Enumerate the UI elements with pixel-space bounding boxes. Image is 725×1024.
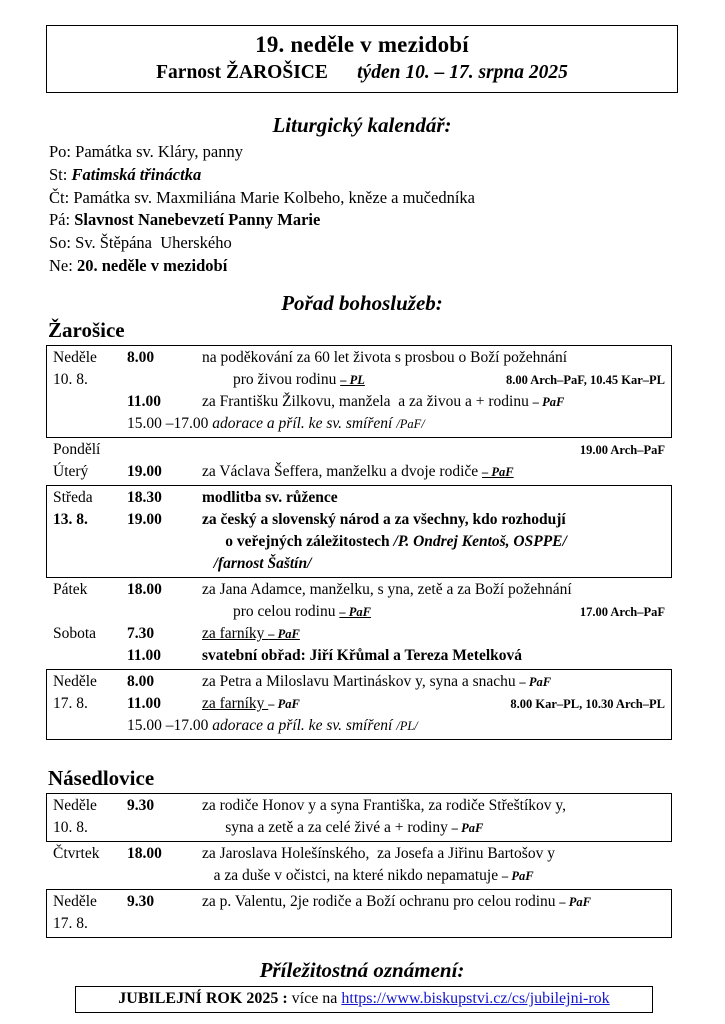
schedule-intention-text: a za duše v očistci, na které nikdo nepamatuje	[202, 867, 502, 884]
schedule-day: Středa	[53, 489, 93, 506]
schedule-intention	[202, 817, 665, 839]
schedule-table-nasedlovice	[46, 793, 672, 938]
schedule-intention-text: za farníky	[202, 695, 269, 712]
calendar-entry	[49, 187, 475, 210]
schedule-time: 7.30	[127, 625, 155, 642]
schedule-row	[53, 369, 665, 391]
schedule-intention-text: za Jaroslava Holešínského, za Josefa a Jiřinu Bartošov y	[202, 845, 555, 862]
adoration-text: adorace a příl. ke sv. smíření	[212, 717, 397, 734]
schedule-day: 13. 8.	[53, 511, 88, 528]
schedule-row	[53, 413, 665, 435]
schedule-intention-text: za Františku Žilkovu, manžela a za živou a + rodinu	[202, 393, 533, 410]
schedule-intention-text	[202, 555, 214, 572]
calendar-entry-day: St:	[49, 164, 72, 184]
calendar-entry-day: Po:	[49, 142, 76, 161]
schedule-intention-text: pro celou rodinu	[202, 603, 340, 620]
liturgical-calendar-heading: Liturgický kalendář:	[272, 113, 452, 137]
schedule-time: 19.00	[127, 511, 162, 528]
schedule-intention	[202, 461, 665, 483]
schedule-row	[53, 623, 665, 645]
schedule-intention	[202, 391, 665, 413]
adoration-celebrant: /PL/	[396, 719, 418, 733]
schedule-intention	[202, 843, 665, 865]
calendar-entry-day: Ne:	[49, 255, 77, 275]
schedule-intention	[202, 509, 665, 531]
schedule-intention	[202, 795, 665, 817]
other-parish-note: 8.00 Kar–PL, 10.30 Arch–PL	[510, 697, 665, 711]
schedule-time: 11.00	[127, 647, 162, 664]
schedule-row	[53, 347, 665, 369]
adoration-time: 15.00 –17.00	[127, 415, 213, 432]
schedule-intention	[202, 671, 665, 693]
schedule-time: 8.00	[127, 349, 155, 366]
schedule-group	[46, 438, 672, 485]
other-parish-note: 8.00 Arch–PaF, 10.45 Kar–PL	[505, 373, 665, 387]
adoration-text: adorace a příl. ke sv. smíření	[212, 415, 397, 432]
services-heading: Pořad bohoslužeb:	[281, 291, 443, 315]
village-heading-nasedlovice: Násedlovice	[48, 766, 155, 790]
schedule-time: 9.30	[127, 893, 155, 910]
schedule-row	[53, 645, 665, 667]
announcement-label: JUBILEJNÍ ROK 2025 :	[118, 990, 288, 1007]
calendar-entry	[49, 209, 475, 232]
header-subtitle	[47, 61, 677, 84]
calendar-entry-day: Čt:	[49, 187, 74, 207]
schedule-intention	[202, 579, 665, 601]
calendar-entry-text: 20. neděle v mezidobí	[76, 255, 228, 275]
schedule-time: 18.00	[127, 581, 162, 598]
schedule-intention-text: pro živou rodinu	[202, 371, 341, 388]
schedule-day: 10. 8.	[53, 371, 88, 388]
schedule-group	[46, 842, 672, 889]
schedule-group-boxed	[46, 345, 672, 438]
schedule-intention	[202, 601, 572, 623]
calendar-entry-day: So:	[49, 233, 76, 253]
schedule-row	[53, 531, 665, 553]
celebrant-tag: – PaF	[268, 697, 300, 711]
schedule-row	[53, 439, 665, 461]
celebrant-tag: – PaF	[482, 465, 514, 479]
calendar-entry-text: Sv. Štěpána Uherského	[75, 233, 232, 253]
schedule-day: Neděle	[53, 349, 97, 366]
header-gap	[328, 62, 357, 83]
village-heading-zarosice: Žarošice	[48, 318, 125, 342]
schedule-row	[53, 693, 665, 715]
adoration-celebrant: /PaF/	[396, 417, 425, 431]
schedule-time: 8.00	[127, 673, 155, 690]
week-range: týden 10. – 17. srpna 2025	[357, 62, 568, 84]
schedule-intention	[202, 693, 502, 715]
schedule-intention-text: svatební obřad: Jiří Křůmal a Tereza Metelková	[202, 647, 523, 664]
schedule-group-boxed	[46, 669, 672, 740]
calendar-entry-text: Památka sv. Kláry, panny	[75, 142, 244, 161]
other-parish-note: 19.00 Arch–PaF	[579, 443, 665, 457]
schedule-row	[53, 715, 665, 737]
calendar-entry-text: Památka sv. Maxmiliána Marie Kolbeho, kněze a mučedníka	[73, 187, 475, 207]
calendar-entry-text: Slavnost Nanebevzetí Panny Marie	[74, 210, 321, 230]
schedule-intention	[202, 347, 665, 369]
schedule-row	[53, 487, 665, 509]
schedule-group-boxed	[46, 889, 672, 938]
schedule-row	[53, 509, 665, 531]
schedule-row	[53, 461, 665, 483]
schedule-day: Neděle	[53, 797, 97, 814]
schedule-intention-text: za rodiče Honov y a syna Františka, za rodiče Střeštíkov y,	[202, 797, 567, 814]
schedule-day: 10. 8.	[53, 819, 88, 836]
celebrant-tag: – PaF	[519, 675, 552, 689]
schedule-intention-text: za Jana Adamce, manželku, s yna, zetě a za Boží požehnání	[202, 581, 572, 598]
schedule-day: 17. 8.	[53, 695, 88, 712]
calendar-entry-text: Fatimská třináctka	[71, 164, 202, 184]
schedule-intention	[202, 891, 665, 913]
schedule-day: Pondělí	[53, 441, 101, 458]
calendar-entry	[49, 164, 475, 187]
calendar-entry	[49, 141, 475, 164]
schedule-day: Sobota	[53, 625, 97, 642]
celebrant-tag: – PaF	[451, 821, 484, 835]
schedule-intention	[202, 531, 665, 553]
schedule-intention-text: o veřejných záležitostech	[202, 533, 394, 550]
schedule-row	[53, 553, 665, 575]
schedule-time: 9.30	[127, 797, 155, 814]
announcement-more: více na	[287, 990, 342, 1007]
schedule-intention-text: za farníky	[202, 625, 269, 642]
schedule-table-zarosice	[46, 345, 672, 740]
schedule-intention-text: za Petra a Miloslavu Martináskov y, syna a snachu	[202, 673, 520, 690]
schedule-celebrant-note: /farnost Šaštín/	[213, 555, 312, 572]
schedule-day: Pátek	[53, 581, 88, 598]
schedule-intention	[202, 623, 665, 645]
liturgical-calendar-list	[49, 141, 475, 278]
header-box	[46, 25, 678, 93]
schedule-row	[53, 891, 665, 913]
celebrant-tag: – PaF	[559, 895, 591, 909]
schedule-intention	[202, 553, 665, 575]
announcements-heading: Příležitostná oznámení:	[259, 958, 465, 982]
schedule-group	[46, 578, 672, 669]
schedule-row	[53, 671, 665, 693]
adoration-entry	[127, 715, 665, 737]
schedule-intention-text: za Václava Šeffera, manželku a dvoje rodiče	[202, 463, 483, 480]
schedule-intention	[202, 645, 665, 667]
schedule-row	[53, 601, 665, 623]
schedule-day: Úterý	[53, 463, 89, 480]
schedule-intention	[202, 369, 498, 391]
schedule-row	[53, 579, 665, 601]
schedule-day: Čtvrtek	[53, 845, 100, 862]
calendar-entry	[49, 255, 475, 278]
schedule-intention-text: za p. Valentu, 2je rodiče a Boží ochranu pro celou rodinu	[202, 893, 560, 910]
schedule-day: 17. 8.	[53, 915, 88, 932]
schedule-time: 18.30	[127, 489, 162, 506]
schedule-intention-text: na poděkování za 60 let života s prosbou o Boží požehnání	[202, 349, 568, 366]
schedule-row	[53, 817, 665, 839]
celebrant-tag: – PaF	[502, 869, 534, 883]
adoration-entry	[127, 413, 665, 435]
schedule-time: 11.00	[127, 695, 162, 712]
celebrant-tag: – PaF	[532, 395, 565, 409]
calendar-entry-day: Pá:	[49, 210, 75, 230]
schedule-time: 19.00	[127, 463, 162, 480]
schedule-day: Neděle	[53, 673, 97, 690]
schedule-intention	[202, 865, 665, 887]
schedule-day: Neděle	[53, 893, 97, 910]
parish-name: Farnost ŽAROŠICE	[156, 62, 328, 84]
page-title: 19. neděle v mezidobí	[255, 32, 469, 57]
schedule-row	[53, 913, 665, 935]
other-parish-note: 17.00 Arch–PaF	[579, 605, 665, 619]
schedule-group-boxed	[46, 793, 672, 842]
schedule-time: 11.00	[127, 393, 162, 410]
schedule-row	[53, 795, 665, 817]
celebrant-tag: – PaF	[268, 627, 300, 641]
schedule-row	[53, 843, 665, 865]
schedule-celebrant-note: /P. Ondrej Kentoš, OSPPE/	[393, 533, 567, 550]
schedule-intention-text: modlitba sv. růžence	[202, 489, 338, 506]
schedule-row	[53, 391, 665, 413]
celebrant-tag: – PL	[340, 373, 365, 387]
calendar-entry	[49, 232, 475, 255]
schedule-row	[53, 865, 665, 887]
schedule-intention-text: za český a slovenský národ a za všechny, kdo rozhodují	[202, 511, 566, 528]
schedule-intention-text: syna a zetě a za celé živé a + rodiny	[202, 819, 452, 836]
schedule-group-boxed	[46, 485, 672, 578]
adoration-time: 15.00 –17.00	[127, 717, 213, 734]
jubilee-year-link[interactable]: https://www.biskupstvi.cz/cs/jubilejni-rok	[341, 990, 610, 1007]
schedule-intention	[202, 487, 665, 509]
schedule-time: 18.00	[127, 845, 162, 862]
announcement-item	[75, 986, 653, 1013]
celebrant-tag: – PaF	[339, 605, 371, 619]
